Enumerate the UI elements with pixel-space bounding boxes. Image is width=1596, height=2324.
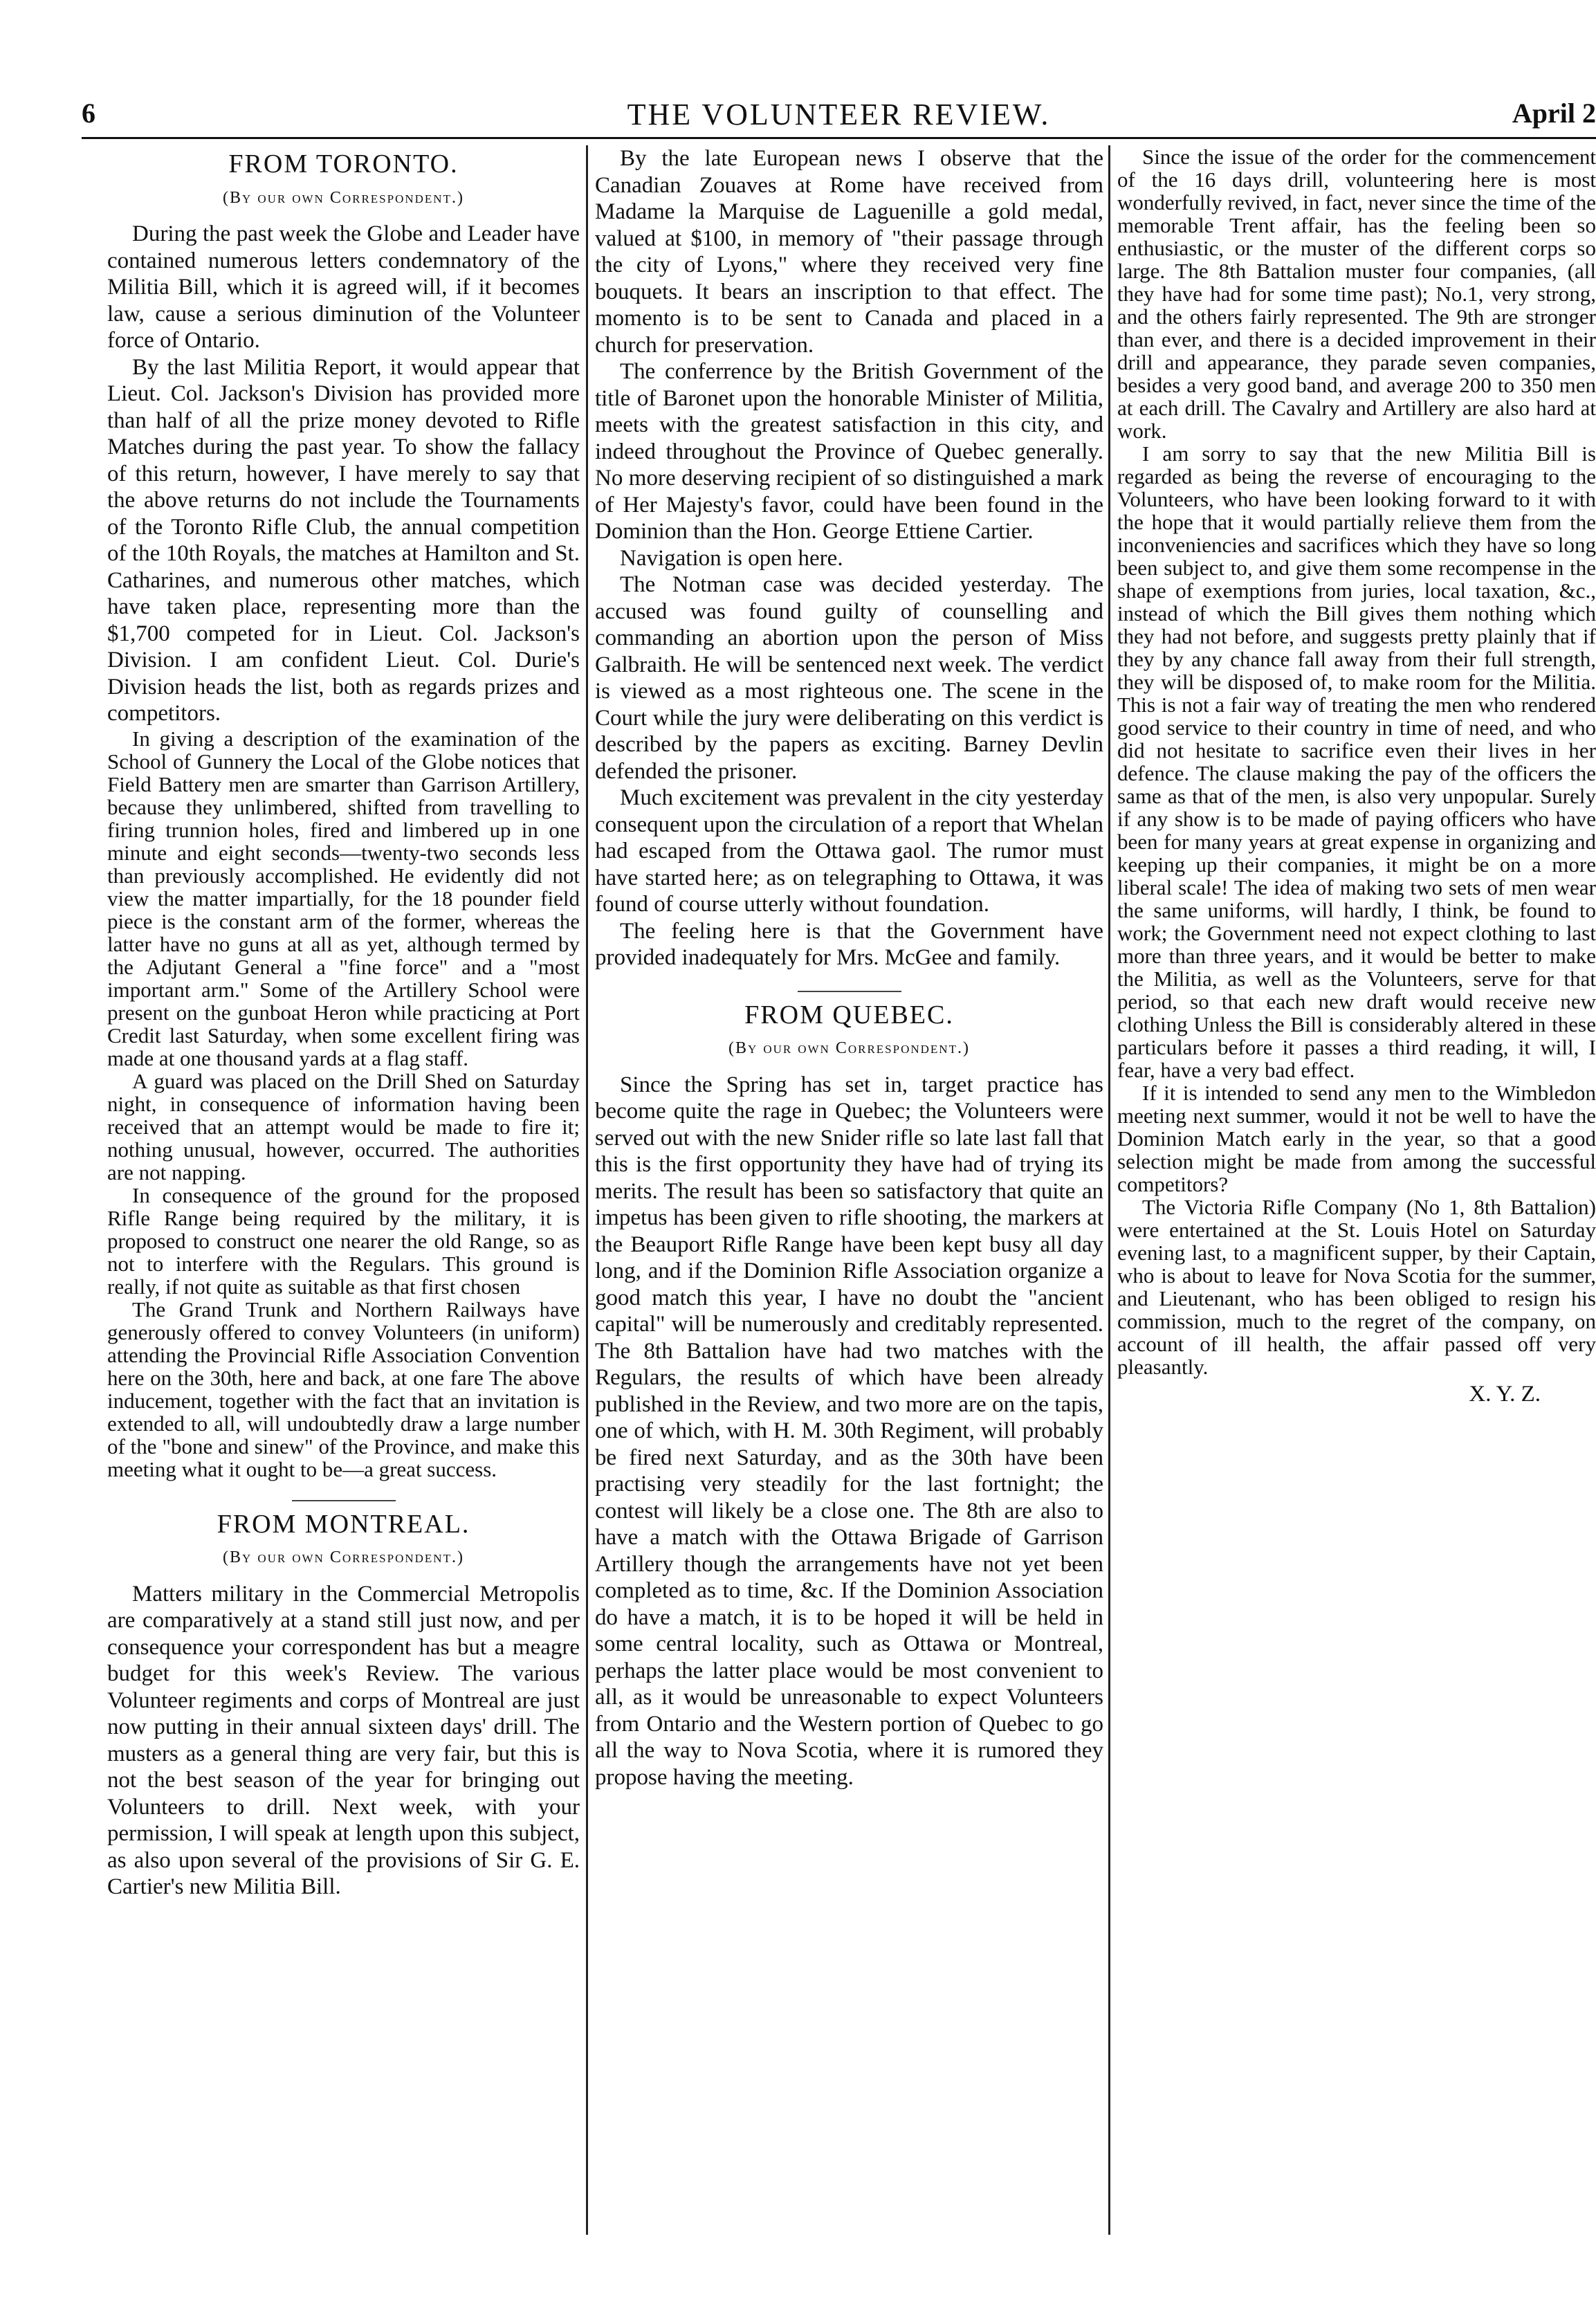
montreal-paragraph: Navigation is open here. <box>620 545 843 571</box>
montreal-paragraph: By the late European news I observe that the Canadian Zouaves at Rome have received from Madame la Marquise de Laguenille a gold medal, valued at $100, in memory of "their passage through the city of Lyons," where they received very fine bouquets. It bears an inscription to that effect. The momento is to be sent to Canada and placed in a church for preservation. <box>595 146 1103 358</box>
masthead: THE VOLUNTEER REVIEW. <box>627 98 1051 131</box>
column-rule-2 <box>1108 145 1110 2235</box>
toronto-paragraph: The Grand Trunk and Northern Railways have generously offered to convey Volunteers (in uniform) attending the Provincial Rifle Association Convention here on the 30th, here and back, at one fare The above inducement, together with the fact that an invitation is extended to all, will undoubtedly draw a large number of the "bone and sinew" of the Province, and make this meeting what it ought to be—a great success. <box>107 1297 580 1481</box>
quebec-paragraph: If it is intended to send any men to the Wimbledon meeting next summer, would it not be well to have the Dominion Match early in the year, so that a good selection might be made from among the successful competitors? <box>1117 1081 1596 1196</box>
toronto-paragraph: In giving a description of the examination of the School of Gunnery the Local of the Globe notices that Field Battery men are smarter than Garrison Artillery, because they unlimbered, shifted from travelling to firing trunnion holes, fired and limbered up in one minute and eight seconds—twenty-two seconds less than previously accomplished. He evidently did not view the matter impartially, for the 18 pounder field piece is the constant arm of the former, whereas the latter have no guns at all as yet, although termed by the Adjutant General a "fine force" and a "most important arm." Some of the Artillery School were present on the gunboat Heron while practicing at Port Credit last Saturday, when some excellent firing was made at one thousand yards at a flag staff. <box>107 726 580 1070</box>
montreal-paragraph: Much excitement was prevalent in the city yesterday consequent upon the circulation of a report that Whelan had escaped from the Ottawa gaol. The rumor must have started here; as on telegraphing to Ottawa, it was found of course utterly without foundation. <box>595 785 1103 917</box>
montreal-paragraph: Matters military in the Commercial Metropolis are comparatively at a stand still just now, and per consequence your correspondent has but a meagre budget for this week's Review. The various Volunteer regiments and corps of Montreal are just now putting in their annual sixteen days' drill. The musters as a general thing are very fair, but this is not the best season of the year for bringing out Volunteers to drill. Next week, with your permission, I will speak at length upon this subject, as also upon several of the provisions of Sir G. E. Cartier's new Militia Bill. <box>107 1581 580 1899</box>
toronto-paragraph: By the last Militia Report, it would appear that Lieut. Col. Jackson's Division has provided more than half of all the prize money devoted to Rifle Matches during the past year. To show the fallacy of this return, however, I have merely to say that the above returns do not include the Tournaments of the Toronto Rifle Club, the annual competition of the 10th Royals, the matches at Hamilton and St. Catharines, and numerous other matches, which have taken place, representing more than the $1,700 competed for in Lieut. Col. Jackson's Division. I am confident Lieut. Col. Durie's Division heads the list, both as regards prizes and competitors. <box>107 354 580 726</box>
column-1 <box>107 145 580 2262</box>
montreal-paragraph: The Notman case was decided yesterday. The accused was found guilty of counselling and commanding an abortion upon the person of Miss Galbraith. He will be sentenced next week. The verdict is viewed as a most righteous one. The scene in the Court while the jury were deliberating on this verdict is described by the papers as exciting. Barney Devlin defended the prisoner. <box>595 572 1103 784</box>
montreal-heading: FROM MONTREAL. <box>217 1509 470 1539</box>
section-divider <box>292 1500 396 1501</box>
quebec-signature: X. Y. Z. <box>1469 1382 1541 1407</box>
toronto-paragraph: During the past week the Globe and Leader have contained numerous letters condemnatory of the Militia Bill, which it is agreed will, if it becomes law, cause a serious diminution of the Volunteer force of Ontario. <box>107 221 580 353</box>
toronto-paragraph: A guard was placed on the Drill Shed on Saturday night, in consequence of information having been received that an attempt would be made to fire it; nothing unusual, however, occurred. The authorities are not napping. <box>107 1068 580 1184</box>
page-number: 6 <box>82 98 95 129</box>
toronto-byline: (By our own Correspondent.) <box>223 188 464 207</box>
toronto-paragraph: In consequence of the ground for the proposed Rifle Range being required by the military, it is proposed to construct one nearer the old Range, so as not to interfere with the Regulars. This ground is really, if not quite as suitable as that first chosen <box>107 1182 580 1299</box>
montreal-byline: (By our own Correspondent.) <box>223 1548 464 1566</box>
header-rule <box>82 137 1596 139</box>
quebec-heading: FROM QUEBEC. <box>744 1000 954 1030</box>
issue-date: April 2 <box>1512 98 1596 129</box>
section-divider <box>798 991 901 992</box>
quebec-paragraph: Since the issue of the order for the commencement of the 16 days drill, volunteering here is most wonderfully revived, in fact, never since the time of the memorable Trent affair, has the feeling been so enthusiastic, or the muster of the different corps so large. The 8th Battalion muster four companies, (all they have had for some time past); No.1, very strong, and the others fairly represented. The 9th are stronger than ever, and there is a decided improvement in their drill and appearance, they parade seven companies, besides a very good band, and average 200 to 350 men at each drill. The Cavalry and Artillery are also hard at work. <box>1117 145 1596 443</box>
toronto-heading: FROM TORONTO. <box>228 149 459 179</box>
montreal-paragraph: The feeling here is that the Government have provided inadequately for Mrs. McGee and family. <box>595 918 1103 970</box>
montreal-paragraph: The conferrence by the British Government of the title of Baronet upon the honorable Minister of Militia, meets with the greatest satisfaction in this city, and indeed throughout the Province of Quebec generally. No more deserving recipient of so distinguished a mark of Her Majesty's favor, could have been found in the Dominion than the Hon. George Ettiene Cartier. <box>595 359 1103 544</box>
quebec-paragraph: Since the Spring has set in, target practice has become quite the rage in Quebec; the Volunteers were served out with the new Snider rifle so late last fall that this is the first opportunity they have had of trying its merits. The result has been so satisfactory that quite an impetus has been given to rifle shooting, the markers at the Beauport Rifle Range have been kept busy all day long, and if the Dominion Rifle Association organize a good match this year, I have no doubt the "ancient capital" will be numerously and creditably represented. The 8th Battalion have had two matches with the Regulars, the results of which have been already published in the Review, and two more are on the tapis, one of which, with H. M. 30th Regiment, will probably be fired next Saturday, and as the 30th have been practising very steadily for the last fortnight; the contest will likely be a close one. The 8th are also to have a match with the Ottawa Brigade of Garrison Artillery though the arrangements have not yet been completed as to time, &c. If the Dominion Association do have a match, it is to be hoped it will be held in some central locality, such as Ottawa or Montreal, perhaps the latter place would be most convenient to all, as it would be unreasonable to expect Volunteers from Ontario and the Western portion of Quebec to go all the way to Nova Scotia, where it is rumored they propose having the meeting. <box>595 1072 1103 1790</box>
quebec-byline: (By our own Correspondent.) <box>728 1039 970 1057</box>
column-rule-1 <box>586 145 588 2235</box>
quebec-paragraph: The Victoria Rifle Company (No 1, 8th Battalion) were entertained at the St. Louis Hotel on Saturday evening last, to a magnificent supper, by their Captain, who is about to leave for Nova Scotia for the summer, and Lieutenant, who has been obliged to resign his commission, much to the regret of the company, on account of ill health, the affair passed off very pleasantly. <box>1117 1195 1596 1379</box>
column-2 <box>595 145 1103 2262</box>
quebec-paragraph: I am sorry to say that the new Militia Bill is regarded as being the reverse of encouraging to the Volunteers, who have been looking forward to it with the hope that it would partially relieve them from the inconveniencies and sacrifices which they have so long been subject to, and give them some recompense in the shape of exemptions from juries, local taxation, &c., instead of which the Bill gives them nothing which they had not before, and suggests pretty plainly that if they by any chance fall away from their full strength, they will be disposed of, to make room for the Militia. This is not a fair way of treating the men who rendered good service to their country in time of need, and who did not hesitate to sacrifice even their lives in her defence. The clause making the pay of the officers the same as that of the men, is also very unpopular. Surely if any show is to be made of paying officers who have been for many years at great expense in organizing and keeping up their companies, it might be on a more liberal scale! The idea of making two sets of men wear the same uniforms, will hardly, I think, be found to work; the Government need not expect clothing to last more than three years, and it would be better to make the Militia, as well as the Volunteers, serve for that period, so that each new draft would receive new clothing Unless the Bill is considerably altered in these particulars before it passes a third reading, it will, I fear, have a very bad effect. <box>1117 441 1596 1082</box>
column-3 <box>1117 145 1596 2262</box>
